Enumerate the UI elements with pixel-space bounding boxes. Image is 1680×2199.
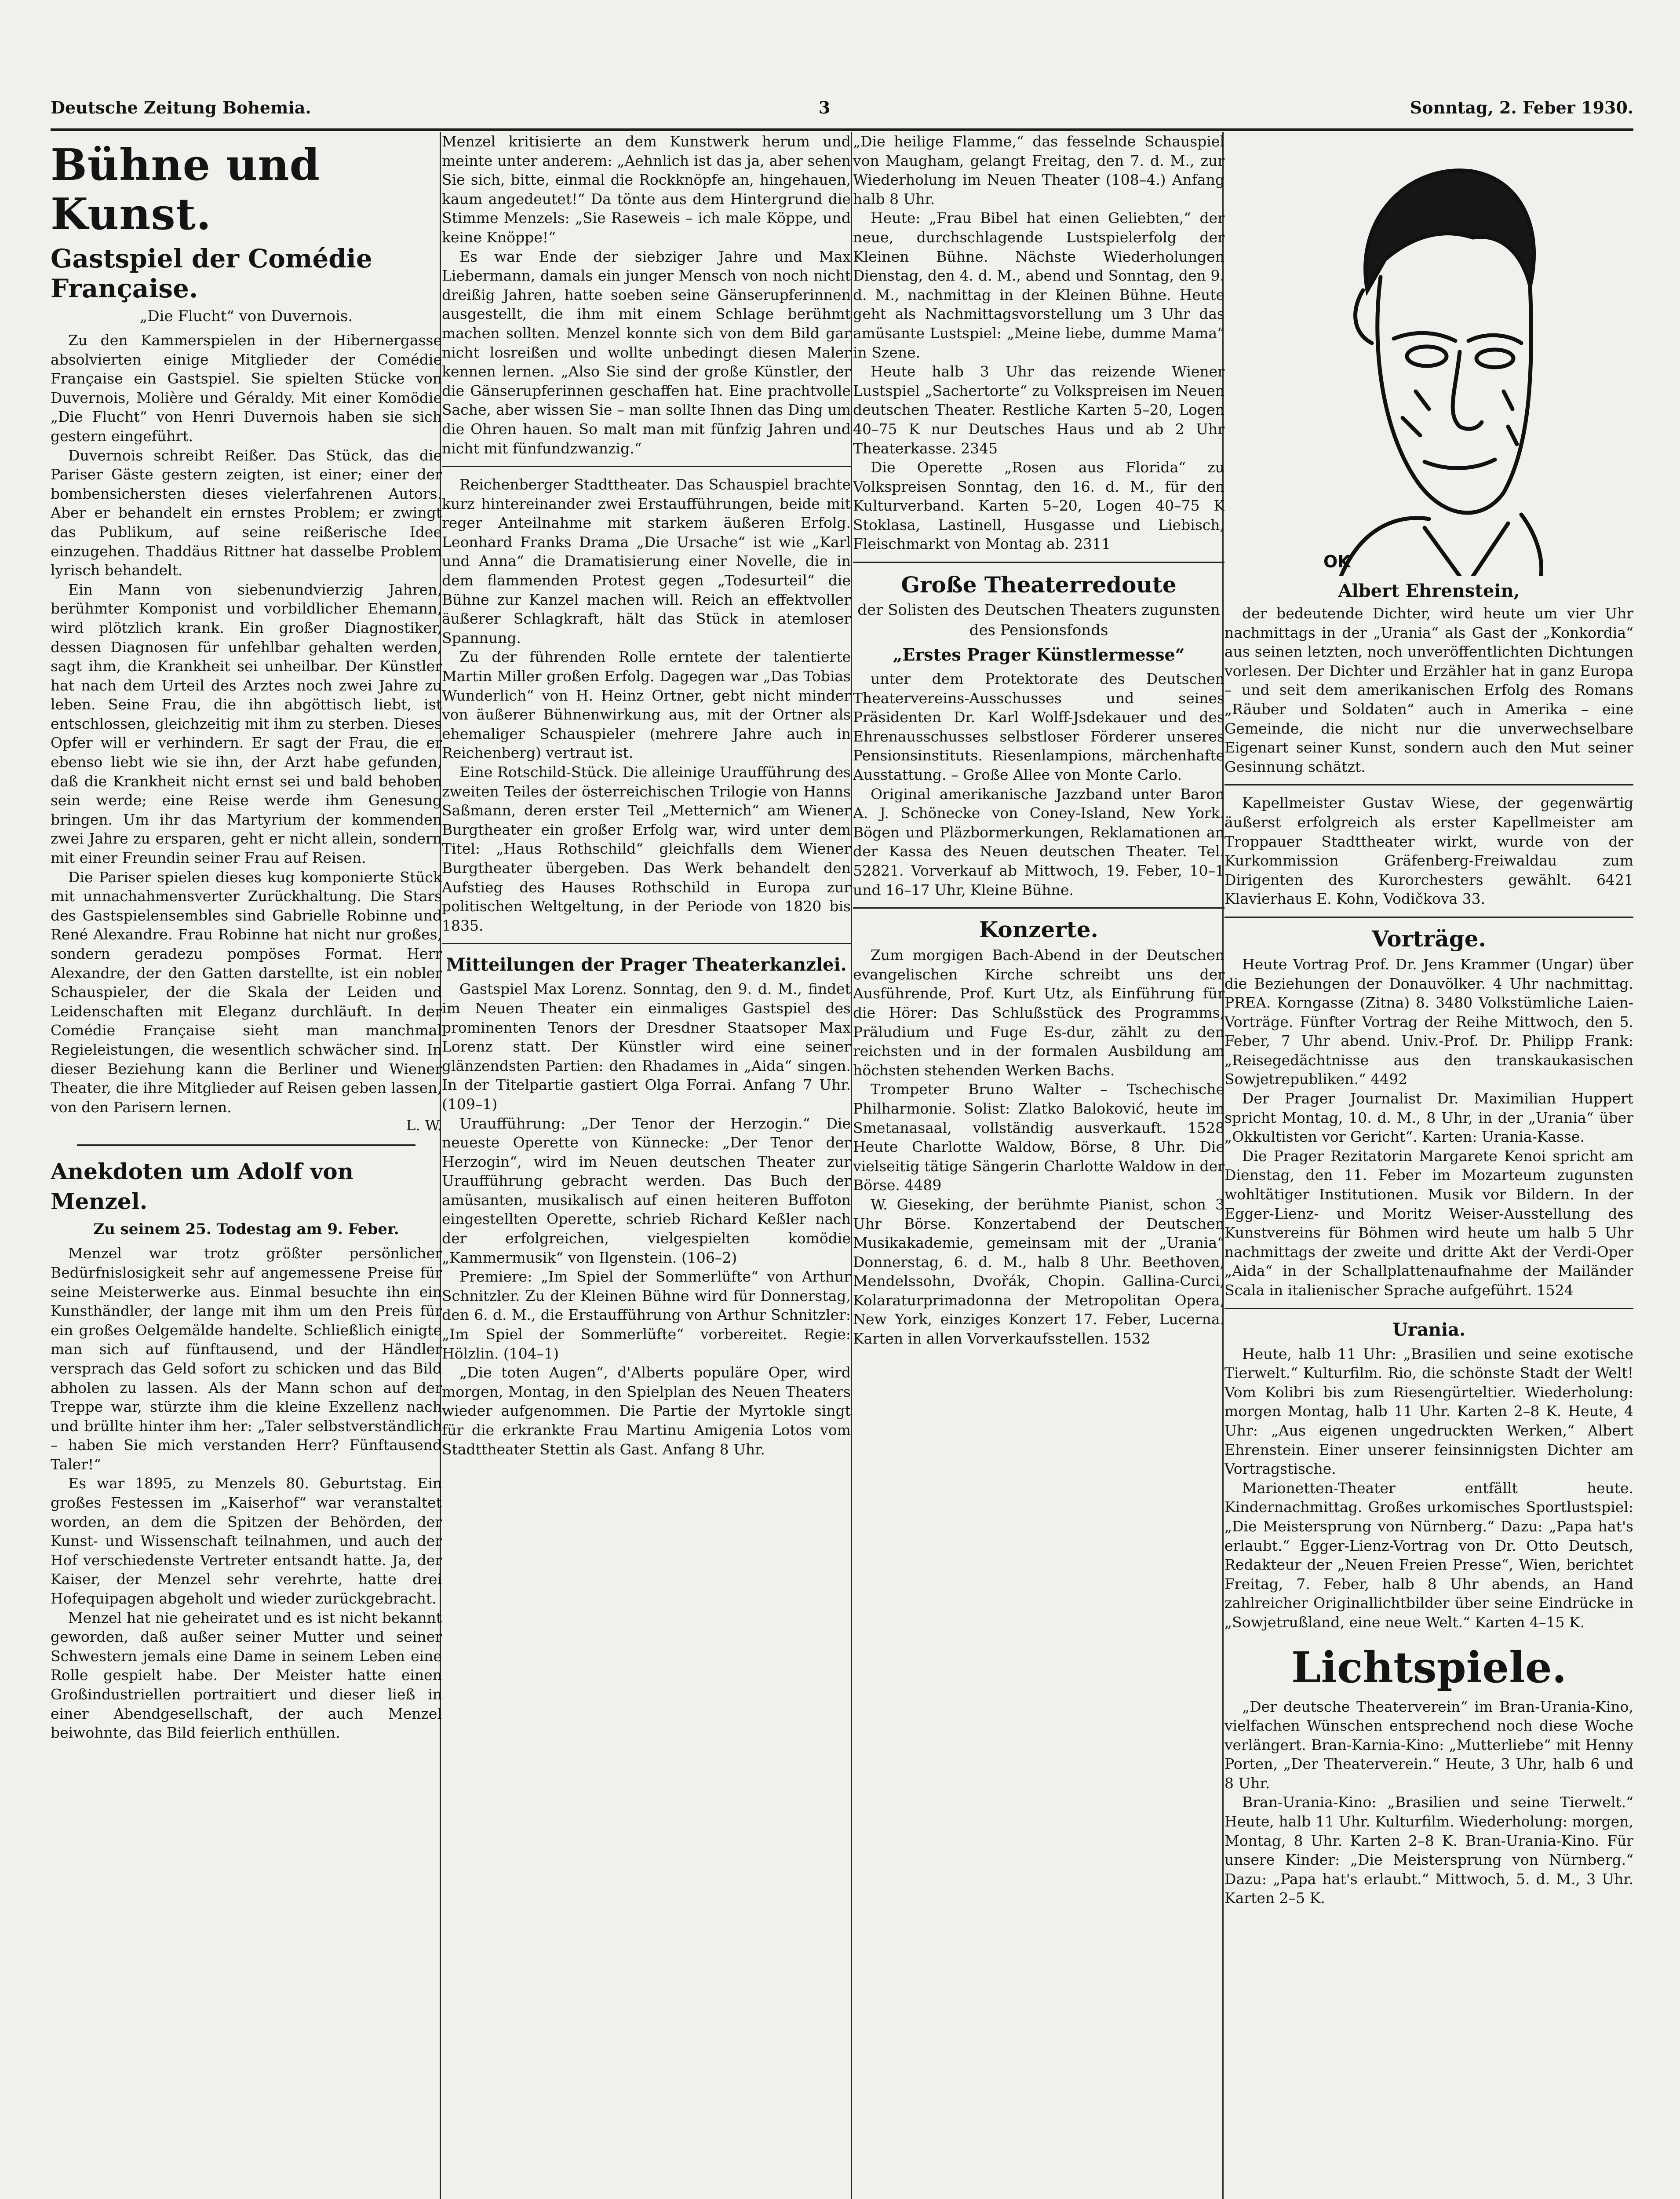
article-title: Gastspiel der Comédie Française.: [51, 244, 372, 303]
article-subtitle: Zu seinem 25. Todestag am 9. Feber.: [93, 1220, 399, 1238]
announcement-title: Große Theaterredoute: [901, 572, 1177, 598]
section-heading: Urania.: [1392, 1319, 1465, 1340]
paragraph: Zum morgigen Bach-Abend in der Deutschen evangelischen Kirche schreibt uns der Ausführende, Prof. Kurt Utz, als Einführung für die Hörer: Das Schlußstück des Programms, Präludium und Fuge Es-dur, zählt zu den reichsten und in der formalen Ausbildung am höchsten stehenden Werken Bachs.: [853, 946, 1224, 1079]
paragraph: Gastspiel Max Lorenz. Sonntag, den 9. d. M., findet im Neuen Theater ein einmaliges Gastspiel des prominenten Tenors der Dresdner Staatsoper Max Lorenz statt. Der Künstler wird eine seiner glänzendsten Partien: den Rhadames in „Aida“ singen. In der Titelpartie gastiert Olga Forrai. Anfang 7 Uhr. (109–1): [442, 980, 851, 1113]
column-4: [1224, 132, 1633, 2199]
section-heading: Vorträge.: [1372, 925, 1486, 952]
paragraph: Heute, halb 11 Uhr: „Brasilien und seine exotische Tierwelt.“ Kulturfilm. Rio, die schönste Stadt der Welt! Vom Kolibri bis zum Riesengürteltier. Wiederholung: morgen Montag, halb 11 Uhr. Karten 2–8 K. Heute, 4 Uhr: „Aus eigenen ungedruckten Werken,“ Albert Ehrenstein. Einer unserer feinsinnigsten Dichter am Vortragstische.: [1224, 1345, 1633, 1478]
page-number: 3: [818, 98, 831, 117]
announcement-motto: „Erstes Prager Künstlermesse“: [893, 645, 1185, 665]
paragraph: Bran-Urania-Kino: „Brasilien und seine Tierwelt.“ Heute, halb 11 Uhr. Kulturfilm. Wiederholung: morgen, Montag, 8 Uhr. Karten 2–8 K. Bran-Urania-Kino. Für unsere Kinder: „Die Meistersprung von Nürnberg.“ Dazu: „Papa hat's erlaubt.“ Mittwoch, 5. d. M., 3 Uhr. Karten 2–5 K.: [1224, 1794, 1633, 1907]
paragraph: Es war Ende der siebziger Jahre und Max Liebermann, damals ein junger Mensch von noch nicht dreißig Jahren, hatte soeben seine Gänserupferinnen ausgestellt, die ihm mit einem Schlage berühmt machen sollten. Menzel konnte sich von dem Bild gar nicht losreißen und wollte unbedingt diesen Maler kennen lernen. „Also Sie sind der große Künstler, der die Gänserupferinnen geschaffen hat. Eine prachtvolle Sache, aber wissen Sie – man sollte Ihnen das Ding um die Ohren hauen. So malt man mit fünfzig Jahren und nicht mit fünfundzwanzig.“: [442, 248, 851, 457]
paragraph: „Die heilige Flamme,“ das fesselnde Schauspiel von Maugham, gelangt Freitag, den 7. d. M., zur Wiederholung im Neuen Theater (108–4.) Anfang halb 8 Uhr.: [853, 133, 1224, 208]
separator: [853, 562, 1224, 563]
paragraph: Premiere: „Im Spiel der Sommerlüfte“ von Arthur Schnitzler. Zu der Kleinen Bühne wird für Donnerstag, den 6. d. M., die Erstaufführung von Arthur Schnitzler: „Im Spiel der Sommerlüfte“ vorbereitet. Regie: Hölzlin. (104–1): [442, 1268, 851, 1362]
article-subtitle: „Die Flucht“ von Duvernois.: [139, 307, 353, 325]
section-heading: Lichtspiele.: [1291, 1642, 1567, 1692]
signature: L. W.: [406, 1117, 442, 1134]
section-title: Bühne und Kunst.: [51, 140, 321, 240]
paragraph: Menzel kritisierte an dem Kunstwerk herum und meinte unter anderem: „Aehnlich ist das ja, aber sehen Sie sich, bitte, einmal die Rockknöpfe an, hingehauen, kaum angedeutet!“ Da tönte aus dem Hintergrund die Stimme Menzels: „Sie Raseweis – ich male Köppe, und keine Knöppe!“: [442, 133, 851, 246]
paragraph: Ein Mann von siebenundvierzig Jahren, berühmter Komponist und vorbildlicher Ehemann, wird plötzlich krank. Ein großer Diagnostiker, dessen Diagnosen für unfehlbar gehalten werden, sagt ihm, die Krankheit sei unheilbar. Der Künstler hat nach dem Urteil des Arztes noch zwei Jahre zu leben. Seine Frau, die ihn abgöttisch liebt, ist entschlossen, gleichzeitig mit ihm zu sterben. Dieses Opfer will er verhindern. Er sagt der Frau, die er ebenso liebt wie sie ihn, der Arzt habe gefunden, daß die Krankheit nicht ernst sei und bald behoben sein werde; eine Reise werde ihm Genesung bringen. Um ihr das Martyrium der kommenden zwei Jahre zu ersparen, geht er nicht allein, sondern mit einer Freundin seiner Frau auf Reisen.: [51, 581, 442, 867]
paragraph: Zu den Kammerspielen in der Hibernergasse absolvierten einige Mitglieder der Comédie Française ein Gastspiel. Sie spielten Stücke von Duvernois, Molière und Géraldy. Mit einer Komödie „Die Flucht“ von Henri Duvernois haben sie sich gestern eingeführt.: [51, 332, 442, 445]
separator: [1224, 917, 1633, 918]
separator: [442, 943, 851, 944]
paragraph: Heute: „Frau Bibel hat einen Geliebten,“ der neue, durchschlagende Lustspielerfolg der Kleinen Bühne. Nächste Wiederholungen Dienstag, den 4. d. M., abend und Sonntag, den 9. d. M., nachmittag in der Kleinen Bühne. Heute geht als Nachmittagsvorstellung um 3 Uhr das amüsante Lustspiel: „Meine liebe, dumme Mama“ in Szene.: [853, 209, 1224, 361]
article-title: Anekdoten um Adolf von Menzel.: [51, 1158, 354, 1215]
column-1: [51, 132, 442, 2199]
separator: [442, 466, 851, 467]
portrait-drawing: [1315, 145, 1543, 576]
paragraph: Eine Rotschild-Stück. Die alleinige Uraufführung des zweiten Teiles der österreichischen Trilogie von Hanns Saßmann, deren erster Teil „Metternich“ am Wiener Burgtheater ein großer Erfolg war, wird unter dem Titel: „Haus Rothschild“ gleichfalls dem Wiener Burgtheater übergeben. Das Werk behandelt den Aufstieg des Hauses Rothschild in Europa zur politischen Weltgeltung, in der Periode von 1820 bis 1835.: [442, 763, 851, 934]
paragraph: Original amerikanische Jazzband unter Baron A. J. Schönecke von Coney-Island, New York. Bögen und Pläzbormerkungen, Reklamationen an der Kassa des Neuen deutschen Theater. Tel. 52821. Vorverkauf ab Mittwoch, 19. Feber, 10–1 und 16–17 Uhr, Kleine Bühne.: [853, 785, 1224, 899]
paragraph: Zu der führenden Rolle erntete der talentierte Martin Miller großen Erfolg. Dagegen war „Das Tobias Wunderlich“ von H. Heinz Ortner, gebt nicht minder von äußerer Bühnenwirkung aus, mit der Ortner als ehemaliger Schauspieler (mehrere Jahre auch in Reichenberg) vertraut ist.: [442, 648, 851, 762]
section-heading: Mitteilungen der Prager Theaterkanzlei.: [446, 954, 847, 975]
paragraph: der bedeutende Dichter, wird heute um vier Uhr nachmittags in der „Urania“ als Gast der „Konkordia“ aus seinen letzten, noch unveröffentlichten Dichtungen vorlesen. Der Dichter und Erzähler hat in ganz Europa – und seit dem amerikanischen Erfolg des Romans „Räuber und Soldaten“ auch in Amerika – eine Gemeinde, die nicht nur die unverwechselbare Eigenart seiner Kunst, sondern auch den Mut seiner Gesinnung schätzt.: [1224, 605, 1633, 775]
separator: [853, 907, 1224, 909]
issue-date: Sonntag, 2. Feber 1930.: [1410, 98, 1633, 117]
paragraph: Es war 1895, zu Menzels 80. Geburtstag. Ein großes Festessen im „Kaiserhof“ war veranstaltet worden, an dem die Spitzen der Behörden, der Kunst- und Wissenschaft teilnahmen, und auch der Hof verschiedenste Vertreter entsandt hatte. Ja, der Kaiser, der Menzel sehr verehrte, hatte drei Hofequipagen abgeholt und wieder zurückgebracht.: [51, 1475, 442, 1607]
paragraph: „Der deutsche Theaterverein“ im Bran-Urania-Kino, vielfachen Wünschen entsprechend noch diese Woche verlängert. Bran-Karnia-Kino: „Mutterliebe“ mit Henny Porten, „Der Theaterverein.“ Heute, 3 Uhr, halb 6 und 8 Uhr.: [1224, 1698, 1633, 1792]
paragraph: Heute Vortrag Prof. Dr. Jens Krammer (Ungar) über die Beziehungen der Donauvölker. 4 Uhr nachmittag. PREA. Korngasse (Zitna) 8. 3480 Volkstümliche Laien-Vorträge. Fünfter Vortrag der Reihe Mittwoch, den 5. Feber, 7 Uhr abend. Univ.-Prof. Dr. Philipp Frank: „Reisegedächtnisse aus den transkaukasischen Sowjetrepubliken.“ 4492: [1224, 955, 1633, 1088]
paragraph: Die Pariser spielen dieses kug komponierte Stück mit unnachahmensverter Zurückhaltung. Die Stars des Gastspielensembles sind Gabrielle Robinne und René Alexandre. Frau Robinne hat nicht nur großes, sondern geradezu pompöses Format. Herr Alexandre, der den Gatten darstellte, ist ein nobler Schauspieler, der die Skala der Leiden und Leidenschaften mit Eleganz durchläuft. In der Comédie Française sieht man manchmal Regieleistungen, die wesentlich schwächer sind. In dieser Beziehung kann die Berliner und Wiener Theater, die ihre Mitglieder auf Reisen geben lassen, von den Parisern lernen.: [51, 868, 442, 1116]
announcement-subtitle: der Solisten des Deutschen Theaters zugunsten des Pensionsfonds: [857, 601, 1220, 639]
paragraph: Menzel hat nie geheiratet und es ist nicht bekannt geworden, daß außer seiner Mutter und seiner Schwestern jemals eine Dame in seinem Leben eine Rolle gespielt habe. Der Meister hatte einen Großindustriellen portraitiert und dieser ließ in einer Abendgesellschaft, der auch Menzel beiwohnte, das Bild feierlich enthüllen.: [51, 1609, 442, 1742]
section-heading: Konzerte.: [979, 917, 1098, 943]
column-3: [853, 132, 1224, 2199]
separator: [1224, 1308, 1633, 1309]
paragraph: unter dem Protektorate des Deutschen Theatervereins-Ausschusses und seines Präsidenten Dr. Karl Wolff-Jsdekauer und des Ehrenausschusses selbstloser Förderer unseres Pensionsinstituts. Riesenlampions, märchenhafte Ausstattung. – Große Allee von Monte Carlo.: [853, 670, 1224, 784]
paragraph: Die Prager Rezitatorin Margarete Kenoi spricht am Dienstag, den 11. Feber im Mozarteum zugunsten wohltätiger Institutionen. Musik vor Bildern. In der Egger-Lienz- und Moritz Weiser-Ausstellung des Kunstvereins für Böhmen wird heute um halb 5 Uhr nachmittags der zweite und dritte Akt der Verdi-Oper „Aida“ in der Schallplattenaufnahme der Mailänder Scala in italienischer Sprache aufgeführt. 1524: [1224, 1147, 1633, 1299]
column-divider: [851, 132, 852, 2199]
header-rule: [51, 128, 1633, 131]
paragraph: „Die toten Augen“, d'Alberts populäre Oper, wird morgen, Montag, in den Spielplan des Neuen Theaters wieder aufgenommen. Die Partie der Myrtokle singt für die erkrankte Frau Martinu Amigenia Lotos vom Stadttheater Stettin als Gast. Anfang 8 Uhr.: [442, 1364, 851, 1458]
masthead-left: Deutsche Zeitung Bohemia.: [51, 98, 311, 117]
paragraph: Kapellmeister Gustav Wiese, der gegenwärtig äußerst erfolgreich als erster Kapellmeister am Troppauer Stadttheater wirkt, wurde von der Kurkommission Gräfenberg-Freiwaldau zum Dirigenten des Kurorchesters gewählt. 6421 Klavierhaus E. Kohn, Vodičkova 33.: [1224, 794, 1633, 908]
paragraph: Heute halb 3 Uhr das reizende Wiener Lustspiel „Sachertorte“ zu Volkspreisen im Neuen deutschen Theater. Restliche Karten 5–20, Logen 40–75 K nur Deutsches Haus und ab 2 Uhr Theaterkasse. 2345: [853, 363, 1224, 457]
paragraph: W. Gieseking, der berühmte Pianist, schon 3 Uhr Börse. Konzertabend der Deutschen Musikakademie, gemeinsam mit der „Urania“ Donnerstag, 6. d. M., halb 8 Uhr. Beethoven, Mendelssohn, Dvořák, Chopin. Gallina-Curci, Kolaraturprimadonna der Metropolitan Opera, New York, einziges Konzert 17. Feber, Lucerna. Karten in allen Vorverkaufsstellen. 1532: [853, 1195, 1224, 1348]
paragraph: Uraufführung: „Der Tenor der Herzogin.“ Die neueste Operette von Künnecke: „Der Tenor der Herzogin“, wird im Neuen deutschen Theater zur Uraufführung gebracht werden. Das Buch der amüsanten, musikalisch auf einen heiteren Buffoton eingestellten Operette, schrieb Richard Keßler nach der erfolgreichen, vielgespielten komödie „Kammermusik“ von Ilgenstein. (106–2): [442, 1114, 851, 1266]
portrait-caption: Albert Ehrenstein,: [1338, 581, 1520, 601]
paragraph: Menzel war trotz größter persönlicher Bedürfnislosigkeit sehr auf angemessene Preise für seine Meisterwerke aus. Einmal besuchte ihn ein Kunsthändler, der lange mit ihm um den Preis für ein großes Oelgemälde handelte. Schließlich einigte man sich auf fünftausend, und der Händler versprach das Geld sofort zu schicken und das Bild abholen zu lassen. Als der Mann schon auf der Treppe war, stürzte ihm die kleine Exzellenz nach und brüllte hinter ihm her: „Taler selbstverständlich – haben Sie mich verstanden Herr? Fünftausend Taler!“: [51, 1245, 442, 1473]
paragraph: Duvernois schreibt Reißer. Das Stück, das die Pariser Gäste gestern zeigten, ist einer; einer der bombensichersten dieses vielerfahrenen Autors. Aber er behandelt ein ernstes Problem; er zwingt das Publikum, auf seine reißerische Idee einzugehen. Thaddäus Rittner hat dasselbe Problem lyrisch behandelt.: [51, 446, 442, 579]
column-2: [442, 132, 851, 2199]
paragraph: Der Prager Journalist Dr. Maximilian Huppert spricht Montag, 10. d. M., 8 Uhr, in der „Urania“ über „Okkultisten vor Gericht“. Karten: Urania-Kasse.: [1224, 1090, 1633, 1146]
separator: [77, 1144, 415, 1146]
paragraph: Trompeter Bruno Walter – Tschechische Philharmonie. Solist: Zlatko Baloković, heute im Smetanasaal, vollständig ausverkauft. 1528 Heute Charlotte Waldow, Börse, 8 Uhr. Die vielseitig tätige Sängerin Charlotte Waldow in der Börse. 4489: [853, 1081, 1224, 1194]
svg-text:OK: OK: [1323, 552, 1351, 571]
paragraph: Reichenberger Stadttheater. Das Schauspiel brachte kurz hintereinander zwei Erstaufführungen, beide mit reger Anteilnahme mit starkem äußeren Erfolg. Leonhard Franks Drama „Die Ursache“ ist wie „Karl und Anna“ die Dramatisierung einer Novelle, die in dem flammenden Protest gegen „Todesurteil“ die Bühne zur Kanzel machen will. Reich an effektvoller äußerer Schlagkraft, hält das Stück in atemloser Spannung.: [442, 476, 851, 647]
separator: [1224, 784, 1633, 785]
paragraph: Marionetten-Theater entfällt heute. Kindernachmittag. Großes urkomisches Sportlustspiel: „Die Meistersprung von Nürnberg.“ Dazu: „Papa hat's erlaubt.“ Egger-Lienz-Vortrag von Dr. Otto Deutsch, Redakteur der „Neuen Freien Presse“, Wien, berichtet Freitag, 7. Feber, halb 8 Uhr abends, an Hand zahlreicher Originallichtbilder über seine Eindrücke in „Sowjetrußland, eine neue Welt.“ Karten 4–15 K.: [1224, 1479, 1633, 1631]
paragraph: Die Operette „Rosen aus Florida“ zu Volkspreisen Sonntag, den 16. d. M., für den Kulturverband. Karten 5–20, Logen 40–75 K Stoklasa, Lastinell, Husgasse und Liebisch, Fleischmarkt von Montag ab. 2311: [853, 459, 1224, 553]
